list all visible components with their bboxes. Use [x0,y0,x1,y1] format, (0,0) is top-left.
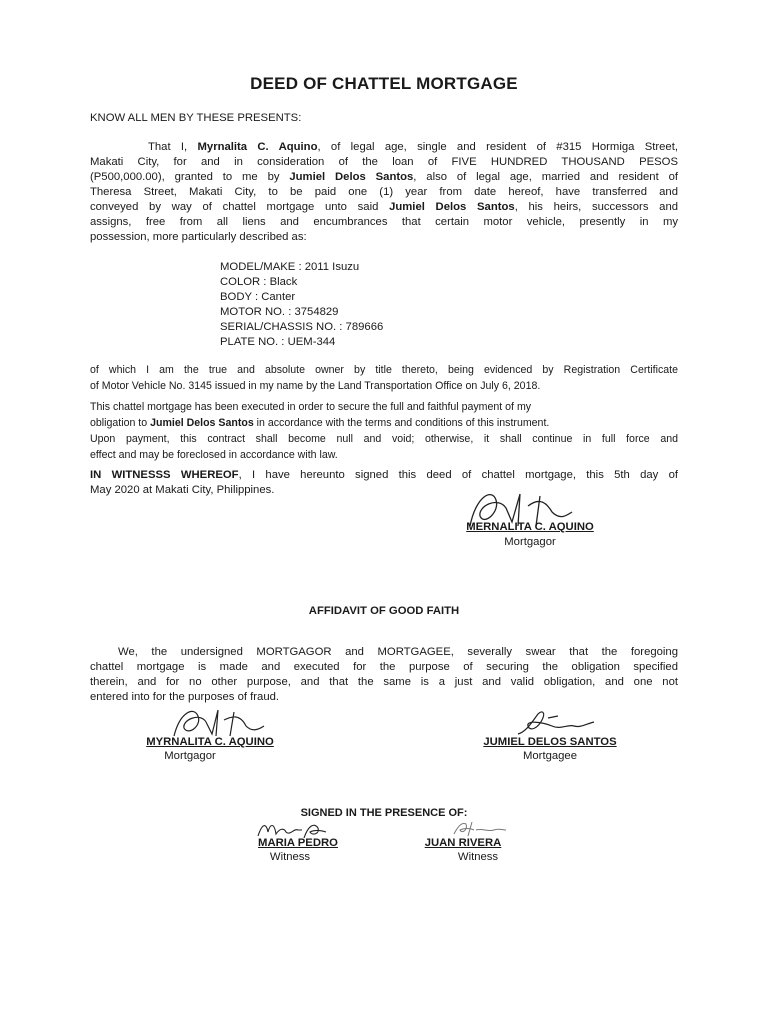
document-title: DEED OF CHATTEL MORTGAGE [250,74,518,93]
para1-line6: assigns, free from all liens and encumbrances that certain motor vehicle, presently in my [90,216,678,228]
para3-line1: This chattel mortgage has been executed in order to secure the full and faithful payment of my [90,401,532,413]
para4-line1: IN WITNESSS WHEREOF, I have hereunto signed this deed of chattel mortgage, this 5th day of [90,469,679,481]
para1-line1: That I, Myrnalita C. Aquino, of legal age, single and resident of #315 Hormiga Street, [148,141,678,153]
jumiel-signature-icon [508,706,598,740]
vehicle-model: MODEL/MAKE : 2011 Isuzu [220,261,360,273]
para4-line2: May 2020 at Makati City, Philippines. [90,484,275,496]
affiant-mortgagor-name: MYRNALITA C. AQUINO [146,736,274,748]
affiant-mortgagor-role: Mortgagor [164,750,216,762]
para3-line4: effect and may be foreclosed in accordance with law. [90,449,338,461]
para3-line3: Upon payment, this contract shall become null and void; otherwise, it shall continue in full force and [90,433,678,445]
paragraph-witness-whereof [90,468,678,498]
witness-juan-rivera-role: Witness [457,851,499,863]
vehicle-chassis: SERIAL/CHASSIS NO. : 789666 [220,321,384,333]
para1-line4: Theresa Street, Makati City, to be paid one (1) year from date hereof, have transferred and [90,186,678,198]
paragraph-purpose [90,399,678,463]
affidavit-line1: We, the undersigned MORTGAGOR and MORTGAGEE, severally swear that the foregoing [118,646,678,658]
para2-line1: of which I am the true and absolute owner by title thereto, being evidenced by Registration Certificate [90,364,678,376]
witness-juan-rivera-name: JUAN RIVERA [424,837,502,849]
witness-maria-pedro-role: Witness [269,851,311,863]
signed-in-presence-heading: SIGNED IN THE PRESENCE OF: [300,807,468,819]
opening-line: KNOW ALL MEN BY THESE PRESENTS: [90,112,302,124]
affidavit-line3: therein, and for no other purpose, and that the same is a just and valid obligation, and one not [90,676,678,688]
affidavit-title: AFFIDAVIT OF GOOD FAITH [308,605,460,617]
para3-line2: obligation to Jumiel Delos Santos in accordance with the terms and conditions of this instrument. [90,417,550,429]
para1-line2: Makati City, for and in consideration of the loan of FIVE HUNDRED THOUSAND PESOS [90,156,678,168]
para1-line3: (P500,000.00), granted to me by Jumiel Delos Santos, also of legal age, married and resident of [90,171,678,183]
paragraph-conveyance [90,140,678,245]
vehicle-plate: PLATE NO. : UEM-344 [220,336,336,348]
mortgagor-name: MERNALITA C. AQUINO [466,521,594,533]
vehicle-description [220,260,383,350]
para1-line7: possession, more particularly described as: [90,231,307,243]
vehicle-body: BODY : Canter [220,291,296,303]
affidavit-line4: entered into for the purposes of fraud. [90,691,280,703]
para1-line5: conveyed by way of chattel mortgage unto said Jumiel Delos Santos, his heirs, successors and [90,201,679,213]
affidavit-line2: chattel mortgage is made and executed for the purpose of securing the obligation specified [90,661,678,673]
vehicle-color: COLOR : Black [220,276,298,288]
para2-line2: of Motor Vehicle No. 3145 issued in my name by the Land Transportation Office on July 6, 2018. [90,380,541,392]
witness-maria-pedro-name: MARIA PEDRO [258,837,338,849]
paragraph-ownership [90,362,678,394]
mortgagor-role: Mortgagor [504,536,556,548]
affiant-mortgagee-name: JUMIEL DELOS SANTOS [483,736,617,748]
vehicle-motor: MOTOR NO. : 3754829 [220,306,339,318]
affiant-mortgagee-role: Mortgagee [522,750,577,762]
affidavit-body [90,645,678,705]
